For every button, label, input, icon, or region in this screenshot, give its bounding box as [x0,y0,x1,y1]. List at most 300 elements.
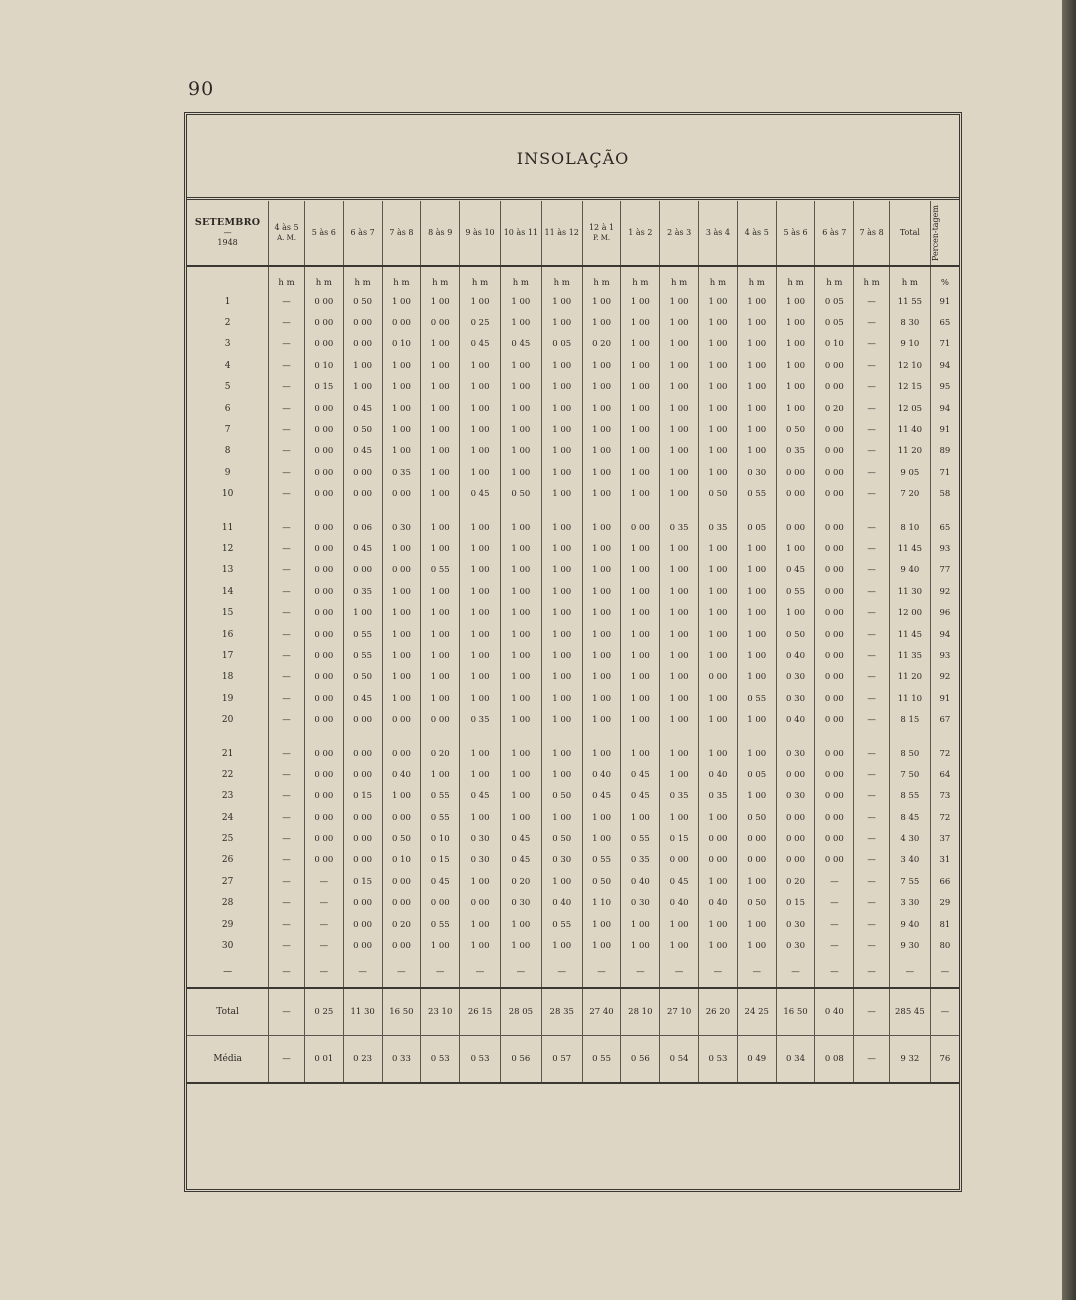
table-cell: 1 00 [541,581,582,602]
table-cell: 1 00 [500,398,541,419]
table-row [187,709,959,730]
table-cell: — [269,291,305,312]
spacer-cell [187,731,269,743]
table-cell: 1 00 [699,709,738,730]
table-cell: — [854,484,890,505]
spacer-cell [541,505,582,517]
table-cell: 1 00 [460,871,501,892]
table-cell: 1 00 [660,355,699,376]
table-cell: 0 00 [304,312,343,333]
table-cell: — [500,957,541,988]
col-header: 5 às 6 [304,201,343,266]
table-cell: 11 20 [889,667,930,688]
table-cell: 1 00 [460,688,501,709]
table-row [187,893,959,914]
percent-cell: 66 [930,871,959,892]
table-cell: 0 50 [776,419,815,440]
table-cell: 0 40 [582,764,621,785]
table-cell: — [815,935,854,956]
table-cell: 1 00 [460,419,501,440]
table-cell: 1 00 [500,914,541,935]
table-cell: 1 00 [582,667,621,688]
table-cell: 0 45 [460,786,501,807]
table-cell: 1 00 [460,743,501,764]
table-cell: 1 00 [737,743,776,764]
table-cell: — [854,581,890,602]
spacer-cell [737,731,776,743]
table-cell: — [460,957,501,988]
table-cell: 0 20 [776,871,815,892]
table-cell: — [304,893,343,914]
table-cell: 0 00 [382,560,421,581]
table-cell: 0 00 [776,807,815,828]
table-cell: 1 00 [500,786,541,807]
unit-label: h m [854,266,890,291]
table-cell: 1 00 [660,624,699,645]
percent-cell: 37 [930,828,959,849]
table-cell: — [815,893,854,914]
table-cell: — [854,441,890,462]
table-cell: — [854,667,890,688]
percent-cell: 93 [930,645,959,666]
table-cell: — [854,377,890,398]
percent-cell: 65 [930,312,959,333]
table-cell: 0 00 [304,291,343,312]
table-cell: — [854,602,890,623]
table-cell: 0 45 [776,560,815,581]
table-cell: 9 40 [889,914,930,935]
table-cell: 1 00 [382,667,421,688]
spacer-cell [660,731,699,743]
table-cell: 1 00 [421,667,460,688]
table-cell: 1 00 [582,602,621,623]
table-cell: 1 00 [737,786,776,807]
table-cell: 1 00 [460,517,501,538]
unit-label: h m [582,266,621,291]
table-cell: 0 00 [304,786,343,807]
table-cell: 0 00 [737,828,776,849]
units-row [187,266,959,291]
table-cell: 0 00 [304,709,343,730]
table-cell: 1 00 [421,291,460,312]
table-cell: 1 00 [737,871,776,892]
table-cell: 0 00 [304,667,343,688]
table-row [187,624,959,645]
table-cell: 1 00 [500,441,541,462]
table-cell: 0 40 [541,893,582,914]
table-cell: 1 00 [699,871,738,892]
table-cell: 1 00 [776,334,815,355]
spacer-cell [500,731,541,743]
table-cell: 0 05 [737,517,776,538]
table-cell: 1 00 [500,807,541,828]
table-row [187,312,959,333]
table-cell: 1 00 [582,624,621,645]
table-cell: 0 45 [582,786,621,807]
table-cell: 1 00 [621,624,660,645]
table-cell: — [815,957,854,988]
table-cell: 11 40 [889,419,930,440]
table-cell: 1 00 [500,602,541,623]
table-cell: 1 00 [621,560,660,581]
table-cell: — [269,688,305,709]
month-label: SETEMBRO [194,217,261,228]
table-cell: — [269,538,305,559]
table-cell: 1 00 [500,688,541,709]
table-cell: — [304,871,343,892]
table-cell: 3 40 [889,850,930,871]
table-cell: 8 10 [889,517,930,538]
table-cell: 1 00 [737,312,776,333]
table-cell: 1 00 [343,602,382,623]
spacer-cell [621,505,660,517]
table-cell: 4 30 [889,828,930,849]
table-cell: 16 50 [382,988,421,1036]
col-header: 10 às 11 [500,201,541,266]
row-label: 27 [221,876,234,887]
table-cell: 1 00 [582,462,621,483]
percent-cell: 58 [930,484,959,505]
spacer-cell [930,731,959,743]
table-cell: 1 00 [460,807,501,828]
spacer-cell [269,731,305,743]
table-cell: 0 00 [815,828,854,849]
table-cell: — [854,560,890,581]
table-row [187,355,959,376]
table-cell: — [382,957,421,988]
table-cell: — [269,828,305,849]
table-cell: 1 00 [699,645,738,666]
percent-cell: 65 [930,517,959,538]
table-cell: 0 00 [343,935,382,956]
table-cell: — [854,914,890,935]
spacer-cell [815,505,854,517]
table-cell: 27 40 [582,988,621,1036]
unit-label: h m [889,266,930,291]
table-cell: 1 00 [500,645,541,666]
table-row [187,291,959,312]
unit-label: h m [541,266,582,291]
table-cell: 0 35 [460,709,501,730]
percent-cell: — [930,957,959,988]
table-cell: 0 10 [421,828,460,849]
table-cell: 1 00 [699,807,738,828]
table-cell: 1 00 [582,441,621,462]
table-cell: 0 00 [815,645,854,666]
table-cell: 0 00 [815,624,854,645]
table-cell: 1 00 [621,914,660,935]
table-row [187,398,959,419]
table-row [187,334,959,355]
spacer-row [187,505,959,517]
table-cell: 0 40 [382,764,421,785]
table-cell: — [854,871,890,892]
row-label: 5 [224,382,231,393]
table-cell: 0 00 [343,462,382,483]
table-cell: 0 00 [776,517,815,538]
table-cell: 1 00 [382,355,421,376]
table-cell: 0 00 [304,560,343,581]
col-header: 7 às 8 [854,201,890,266]
spacer-cell [699,731,738,743]
table-cell: 1 00 [460,560,501,581]
table-cell: 1 00 [621,602,660,623]
table-cell: 0 05 [737,764,776,785]
table-cell: 1 00 [582,645,621,666]
table-cell: 0 35 [660,786,699,807]
table-cell: 0 40 [815,988,854,1036]
table-cell: 1 00 [660,709,699,730]
table-cell: — [269,419,305,440]
table-cell: — [699,957,738,988]
table-cell: 0 40 [699,764,738,785]
table-cell: 12 10 [889,355,930,376]
table-cell: 7 50 [889,764,930,785]
row-label: 18 [221,672,234,683]
table-cell: 1 00 [541,871,582,892]
spacer-cell [500,505,541,517]
table-cell: 0 50 [699,484,738,505]
table-cell: 1 00 [621,462,660,483]
table-cell: 0 50 [776,624,815,645]
table-cell: 27 10 [660,988,699,1036]
table-cell: 1 00 [582,709,621,730]
table-cell: 0 35 [343,581,382,602]
table-cell: 0 00 [815,743,854,764]
percent-cell: 96 [930,602,959,623]
table-cell: — [269,786,305,807]
table-cell: 1 00 [500,743,541,764]
table-cell: — [421,957,460,988]
table-cell: 0 00 [815,667,854,688]
table-row [187,935,959,956]
table-cell: 0 55 [776,581,815,602]
table-cell: 0 50 [343,667,382,688]
table-cell: 0 00 [421,709,460,730]
table-cell: 0 00 [304,441,343,462]
table-cell: 1 00 [660,645,699,666]
col-header-percent [930,201,959,266]
table-cell: 1 00 [776,398,815,419]
table-cell: 0 45 [343,398,382,419]
table-cell: 1 00 [776,355,815,376]
table-cell: 1 00 [621,688,660,709]
table-cell: 1 00 [382,786,421,807]
table-cell: — [269,914,305,935]
table-cell: 0 00 [815,441,854,462]
table-cell: 1 00 [541,743,582,764]
table-row [187,517,959,538]
table-row [187,957,959,988]
table-cell: 0 00 [776,484,815,505]
table-cell: 0 15 [421,850,460,871]
table-cell: 1 00 [621,538,660,559]
table-cell: 0 10 [304,355,343,376]
table-cell: 0 35 [776,441,815,462]
spacer-cell [889,731,930,743]
table-cell: — [269,807,305,828]
table-cell: 0 50 [737,807,776,828]
table-cell: 0 50 [382,828,421,849]
table-cell: 1 00 [660,688,699,709]
spacer-cell [460,505,501,517]
row-label: 15 [221,608,234,619]
spacer-cell [776,731,815,743]
col-header-label: 12 à 1 [588,223,615,232]
table-cell: — [854,709,890,730]
table-cell: 0 55 [582,850,621,871]
table-cell: 1 00 [699,312,738,333]
table-cell: 1 00 [541,312,582,333]
table-row [187,602,959,623]
table-cell: 0 00 [304,484,343,505]
table-cell: 0 00 [382,935,421,956]
table-cell: — [269,850,305,871]
table-cell: 0 00 [815,581,854,602]
table-cell: 1 00 [621,645,660,666]
percent-cell: 64 [930,764,959,785]
table-cell: 1 00 [699,914,738,935]
spacer-cell [269,505,305,517]
table-cell: 1 00 [460,398,501,419]
table-cell: 1 00 [500,667,541,688]
table-cell: 0 30 [460,828,501,849]
table-cell: 1 00 [699,355,738,376]
table-cell: 1 00 [737,538,776,559]
table-cell: 1 00 [500,935,541,956]
table-cell: 0 00 [343,764,382,785]
table-cell: 0 20 [382,914,421,935]
table-cell: 1 00 [460,602,501,623]
spacer-cell [815,731,854,743]
table-cell: — [269,560,305,581]
table-cell: 1 00 [582,398,621,419]
spacer-cell [421,505,460,517]
table-cell: 1 00 [660,667,699,688]
percent-cell: 89 [930,441,959,462]
table-cell: 0 00 [304,602,343,623]
table-cell: 1 00 [421,398,460,419]
table-row [187,807,959,828]
col-header: 9 às 10 [460,201,501,266]
table-cell: 0 40 [699,893,738,914]
table-cell: 11 55 [889,291,930,312]
table-cell: 1 00 [460,935,501,956]
row-label: 21 [221,748,234,759]
table-cell: 0 30 [776,935,815,956]
table-cell: 0 15 [776,893,815,914]
table-cell: 1 00 [776,538,815,559]
table-cell: 0 55 [737,484,776,505]
table-cell: — [889,957,930,988]
table-cell: 1 00 [500,538,541,559]
table-cell: 1 00 [541,807,582,828]
table-cell: 0 00 [304,764,343,785]
percent-cell: 91 [930,291,959,312]
table-cell: 0 00 [815,786,854,807]
table-cell: 0 55 [421,914,460,935]
table-cell: 1 00 [582,517,621,538]
table-cell: — [854,538,890,559]
table-cell: 1 00 [460,624,501,645]
row-label: 13 [221,565,234,576]
table-row [187,850,959,871]
year-label: 1948 [217,238,238,247]
percent-label: Percen-tagem [930,204,940,262]
table-cell: 1 00 [582,560,621,581]
spacer-cell [582,505,621,517]
table-cell: — [854,688,890,709]
table-cell: — [854,398,890,419]
table-cell: 1 00 [660,581,699,602]
table-cell: — [854,828,890,849]
table-cell: 0 30 [621,893,660,914]
table-cell: 9 40 [889,560,930,581]
row-label: 10 [221,489,234,500]
table-cell: 0 30 [776,688,815,709]
table-cell: 1 00 [500,355,541,376]
col-header-total: Total [889,201,930,266]
table-cell: 7 55 [889,871,930,892]
table-cell: 1 00 [737,602,776,623]
table-cell: 1 10 [582,893,621,914]
table-cell: 0 45 [500,828,541,849]
table-cell: 11 30 [889,581,930,602]
table-cell: 1 00 [500,291,541,312]
table-cell: 1 00 [500,462,541,483]
table-cell: 0 15 [660,828,699,849]
table-cell: 1 00 [699,935,738,956]
table-cell: 1 00 [421,334,460,355]
table-cell: 1 00 [621,935,660,956]
table-cell: — [269,709,305,730]
table-row [187,786,959,807]
table-cell: 1 00 [699,688,738,709]
table-cell: 1 00 [621,334,660,355]
percent-cell: 94 [930,624,959,645]
table-cell: 1 00 [621,398,660,419]
table-cell: 0 45 [460,334,501,355]
table-cell: 28 05 [500,988,541,1036]
unit-label: h m [815,266,854,291]
unit-label: h m [621,266,660,291]
table-cell: 1 00 [621,312,660,333]
table-cell: 0 00 [421,893,460,914]
table-cell: — [269,957,305,988]
total-row [187,988,959,1036]
table-cell: 0 00 [699,850,738,871]
table-cell: 0 00 [660,850,699,871]
table-cell: 1 00 [699,581,738,602]
unit-label: h m [343,266,382,291]
table-cell: 1 00 [382,441,421,462]
table-cell: — [304,957,343,988]
table-cell: 0 00 [382,709,421,730]
table-cell: 1 00 [660,538,699,559]
table-cell: 0 30 [737,462,776,483]
title-divider [187,197,959,200]
row-label: 19 [221,693,234,704]
table-cell: 23 10 [421,988,460,1036]
table-row [187,764,959,785]
table-cell: 1 00 [582,935,621,956]
table-cell: 1 00 [541,667,582,688]
table-cell: 0 00 [815,462,854,483]
table-cell: 11 20 [889,441,930,462]
table-cell: 1 00 [737,441,776,462]
table-cell: 0 15 [304,377,343,398]
table-cell: 1 00 [660,484,699,505]
